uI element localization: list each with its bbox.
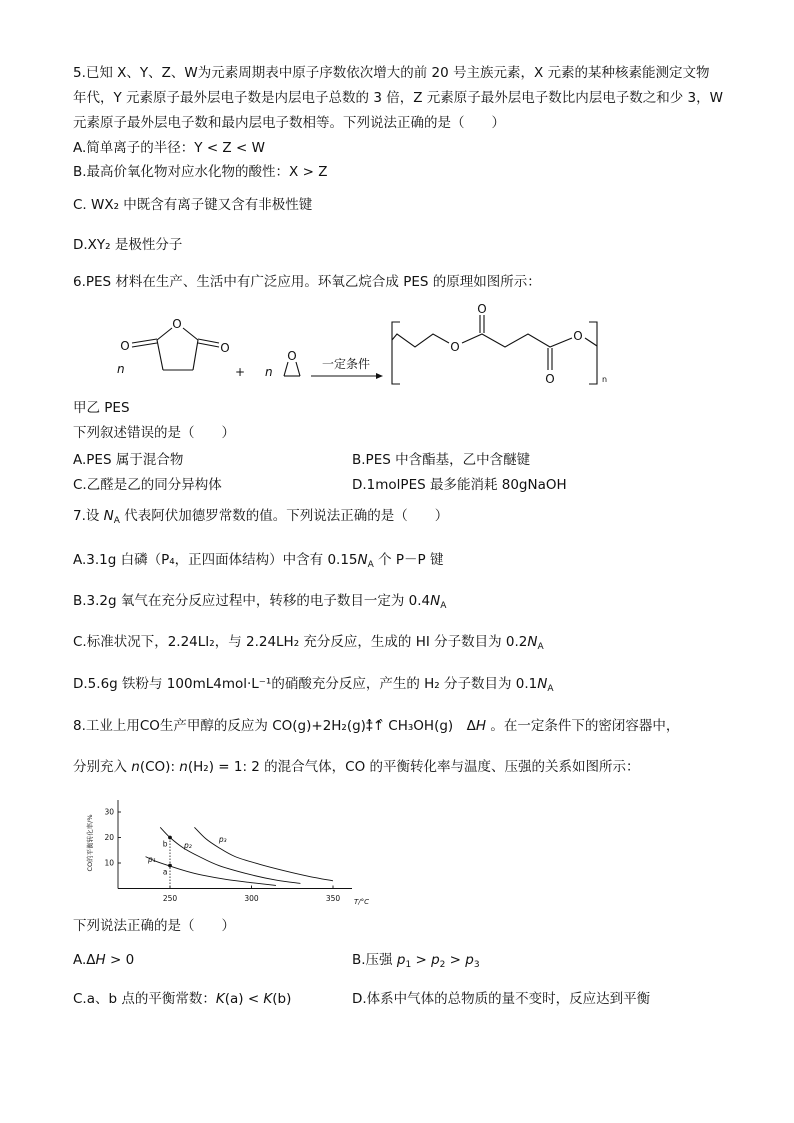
subscript: 3 bbox=[473, 960, 480, 970]
q5-stem-line-2: 年代，Y 元素原子最外层电子数是内层电子总数的 3 倍，Z 元素原子最外层电子数比内层电子数之和少 3，W bbox=[73, 90, 723, 106]
italic-symbol: N bbox=[357, 552, 368, 568]
italic-symbol: H bbox=[475, 718, 487, 734]
coefficient-n: n bbox=[117, 362, 125, 376]
carbonyl-oxygen: O bbox=[477, 302, 487, 316]
subscript: A bbox=[547, 684, 554, 694]
q7-option-b: B.3.2g 氧气在充分反应过程中，转移的电子数目一定为 $0.4N_A$ bbox=[73, 593, 447, 611]
q7-option-c: C.标准状况下，2.24LI₂，与 2.24LH₂ 充分反应，生成的 HI 分子数目为 $0.2N_A$ bbox=[73, 634, 544, 652]
carbonyl-oxygen: O bbox=[220, 341, 230, 355]
q6-figure-caption: 甲乙 PES bbox=[73, 400, 130, 416]
italic-symbol: p bbox=[396, 952, 406, 968]
q6-option-a: A.PES 属于混合物 bbox=[73, 452, 184, 468]
plus-sign: + bbox=[234, 365, 246, 379]
double-bond bbox=[198, 339, 219, 343]
q5-option-b: B.最高价氧化物对应水化物的酸性：X > Z bbox=[73, 164, 328, 180]
q8-option-a: A.ΔH > 0 bbox=[73, 952, 135, 968]
left-bracket bbox=[392, 322, 400, 384]
q8-ask: 下列说法正确的是（ ） bbox=[73, 918, 235, 934]
y-tick-label: 10 bbox=[104, 858, 114, 868]
carbonyl-oxygen: O bbox=[120, 339, 130, 353]
italic-symbol: K bbox=[263, 991, 273, 1007]
q5-option-c: C. WX₂ 中既含有离子键又含有非极性键 bbox=[73, 197, 313, 213]
italic-symbol: N bbox=[527, 634, 538, 650]
q5-option-d: D.XY₂ 是极性分子 bbox=[73, 237, 183, 253]
italic-symbol: n bbox=[179, 759, 188, 775]
subscript: A bbox=[440, 601, 447, 611]
double-bond bbox=[132, 339, 157, 343]
ring-oxygen: O bbox=[172, 317, 182, 331]
reaction-condition: 一定条件 bbox=[321, 357, 371, 371]
y-tick-label: 20 bbox=[104, 833, 114, 842]
epoxide-oxygen: O bbox=[287, 349, 297, 363]
arrow-head bbox=[376, 373, 383, 379]
series-label-1: p₁ bbox=[147, 854, 156, 864]
bond bbox=[585, 338, 597, 346]
italic-symbol: n bbox=[131, 759, 140, 775]
subscript: A bbox=[537, 642, 544, 652]
bond bbox=[296, 362, 300, 376]
q6-option-c: C.乙醛是乙的同分异构体 bbox=[73, 477, 222, 493]
q5-stem-line-3: 元素原子最外层电子数和最内层电子数相等。下列说法正确的是（ ） bbox=[73, 115, 505, 131]
q6-ask: 下列叙述错误的是（ ） bbox=[73, 425, 235, 441]
chain-bonds bbox=[462, 334, 572, 347]
italic-symbol: p bbox=[465, 952, 474, 968]
polymer-subscript-n: n bbox=[602, 375, 608, 384]
y-tick-label: 30 bbox=[104, 807, 114, 817]
series-label-2: p₂ bbox=[184, 840, 192, 850]
subscript: A bbox=[113, 516, 120, 526]
carbonyl-oxygen: O bbox=[545, 372, 555, 386]
bond bbox=[157, 340, 163, 370]
x-tick-label: 300 bbox=[244, 894, 259, 903]
chain-bonds bbox=[392, 334, 449, 347]
point-label-a: a bbox=[162, 867, 168, 877]
point-label-b: b bbox=[162, 839, 168, 849]
italic-symbol: N bbox=[537, 676, 548, 692]
q8-option-b: B.压强 $p_1 > p_2 > p_3$ bbox=[352, 952, 480, 970]
q6-option-d: D.1molPES 最多能消耗 80gNaOH bbox=[352, 477, 567, 493]
x-tick-label: 350 bbox=[325, 894, 341, 903]
y-axis-label: CO的平衡转化率/% bbox=[86, 814, 94, 872]
point-b bbox=[168, 836, 172, 840]
italic-symbol: N bbox=[103, 508, 114, 524]
ester-oxygen: O bbox=[573, 329, 583, 343]
double-bond bbox=[132, 343, 157, 347]
subscript: 1 bbox=[405, 960, 412, 970]
q7-option-d: D.5.6g 铁粉与 100mL4mol·L⁻¹的硝酸充分反应，产生的 H₂ 分子数目为 $0.1N_A$ bbox=[73, 676, 554, 694]
q8-option-d: D.体系中气体的总物质的量不变时，反应达到平衡 bbox=[352, 991, 651, 1007]
bond bbox=[284, 362, 288, 376]
q7-option-a: A.3.1g 白磷（P₄，正四面体结构）中含有 $0.15N_A$ 个 P－P 键 bbox=[73, 552, 444, 570]
double-bond bbox=[198, 343, 219, 347]
italic-symbol: p bbox=[431, 952, 440, 968]
coefficient-n: n bbox=[265, 365, 273, 379]
q8-option-c: C.a、b 点的平衡常数：K(a) < K(b) bbox=[73, 991, 292, 1007]
bond bbox=[157, 328, 172, 340]
q6-stem: 6.PES 材料在生产、生活中有广泛应用。环氧乙烷合成 PES 的原理如图所示： bbox=[73, 274, 541, 290]
subscript: 2 bbox=[439, 960, 446, 970]
series-line-2 bbox=[160, 827, 300, 883]
italic-symbol: K bbox=[215, 991, 225, 1007]
italic-symbol: H bbox=[95, 952, 106, 968]
series-label-3: p₃ bbox=[218, 835, 227, 845]
bond bbox=[183, 328, 198, 340]
q7-stem: 7.设 $N_A$ 代表阿伏加德罗常数的值。下列说法正确的是（ ） bbox=[73, 508, 449, 526]
q5-option-a: A.简单离子的半径：Y < Z < W bbox=[73, 140, 265, 156]
series-line-3 bbox=[194, 827, 333, 881]
point-a bbox=[168, 864, 172, 868]
right-bracket bbox=[589, 322, 597, 384]
x-tick-label: 250 bbox=[162, 894, 178, 903]
q5-stem-line-1: 5.已知 X、Y、Z、W为元素周期表中原子序数依次增大的前 20 号主族元素，X 元素的某种核素能测定文物 bbox=[73, 65, 710, 81]
subscript: A bbox=[367, 560, 374, 570]
co-conversion-chart bbox=[80, 795, 375, 910]
q8-stem-line-1: 8.工业上用CO生产甲醇的反应为 CO(g)+2H₂(g)‡̂↑̂ CH₃OH(g) ΔH 。在一定条件下的密闭容器中， bbox=[73, 718, 680, 734]
x-axis-label: T/°C bbox=[354, 898, 370, 906]
italic-symbol: N bbox=[430, 593, 441, 609]
q6-option-b: B.PES 中含酯基，乙中含醚键 bbox=[352, 452, 531, 468]
ester-oxygen: O bbox=[450, 340, 460, 354]
pes-synthesis-scheme bbox=[100, 298, 620, 393]
q8-stem-line-2: 分别充入 n(CO): n(H₂) = 1: 2 的混合气体，CO 的平衡转化率与温度、压强的关系如图所示： bbox=[73, 759, 640, 775]
bond bbox=[193, 340, 198, 370]
